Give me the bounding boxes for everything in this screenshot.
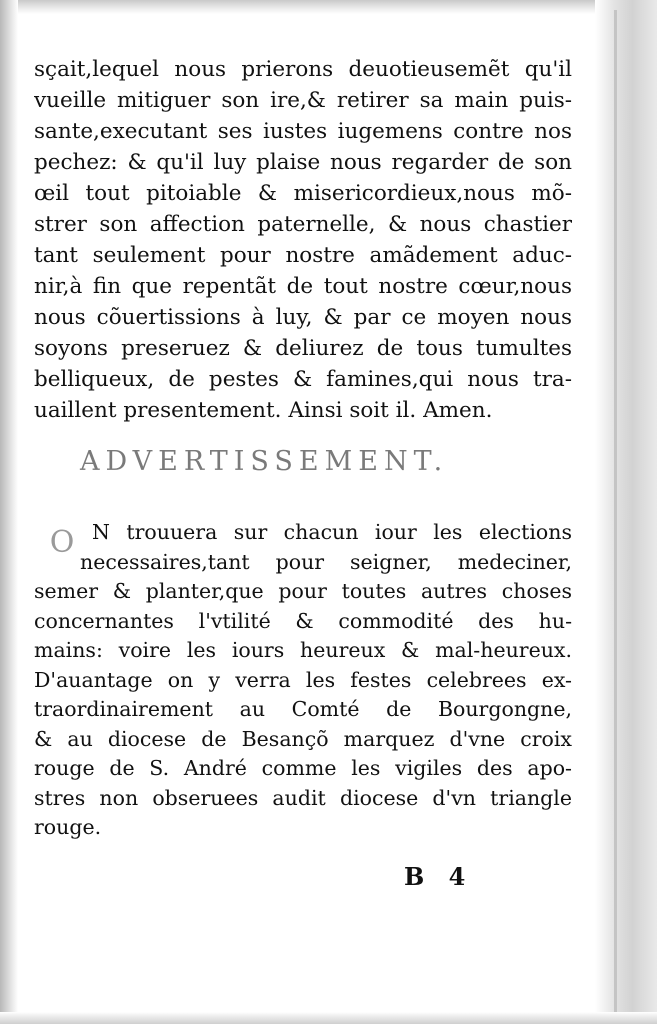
notice-line: traordinairement au Comté de Bourgongne, — [34, 697, 572, 721]
prayer-line: belliqueux, de pestes & famines,qui nous tra- — [34, 367, 572, 392]
page-gutter-line — [614, 10, 617, 1015]
prayer-line: strer son affection paternelle, & nous chastier — [34, 212, 572, 237]
prayer-line: pechez: & qu'il luy plaise nous regarder de son — [34, 150, 572, 175]
notice-paragraph — [34, 518, 572, 843]
prayer-line: nir,à fin que repentãt de tout nostre cœur,nous — [34, 274, 572, 299]
section-heading: ADVERTISSEMENT. — [80, 446, 449, 477]
page-left-shadow — [0, 0, 18, 1024]
prayer-line: nous cõuertissions à luy, & par ce moyen nous — [34, 305, 572, 330]
notice-line: mains: voire les iours heureux & mal-heureux. — [34, 638, 572, 662]
page-bottom-shadow — [0, 1012, 657, 1024]
prayer-line: sante,executant ses iustes iugemens contre nos — [34, 119, 572, 144]
notice-line: & au diocese de Besançõ marquez d'vne croix — [34, 726, 572, 751]
prayer-line: tant seulement pour nostre amãdement aduc- — [34, 243, 572, 268]
prayer-line: vueille mitiguer son ire,& retirer sa main puis- — [34, 88, 572, 113]
page-top-shadow — [0, 0, 657, 14]
notice-line: necessaires,tant pour seigner, medeciner, — [80, 549, 572, 574]
notice-line: stres non obseruees audit diocese d'vn triangle — [34, 785, 572, 810]
prayer-line: œil tout pitoiable & misericordieux,nous mõ- — [34, 181, 572, 206]
notice-line: D'auantage on y verra les festes celebrees ex- — [34, 667, 572, 692]
page-right-shadow — [595, 0, 657, 1024]
prayer-line: soyons preseruez & deliurez de tous tumultes — [34, 336, 572, 361]
notice-line: N trouuera sur chacun iour les elections — [92, 520, 572, 544]
notice-line: rouge. — [34, 815, 102, 839]
prayer-line: uaillent presentement. Ainsi soit il. Amen. — [34, 398, 493, 423]
notice-line: semer & planter,que pour toutes autres choses — [34, 579, 572, 603]
signature-mark: B 4 — [404, 862, 474, 891]
drop-capital: O — [49, 525, 75, 560]
prayer-line: sçait,lequel nous prierons deuotieusemẽt qu'il — [34, 57, 572, 82]
notice-line: concernantes l'vtilité & commodité des hu- — [34, 608, 572, 633]
prayer-paragraph — [34, 54, 572, 426]
notice-line: rouge de S. André comme les vigiles des apo- — [34, 756, 572, 780]
